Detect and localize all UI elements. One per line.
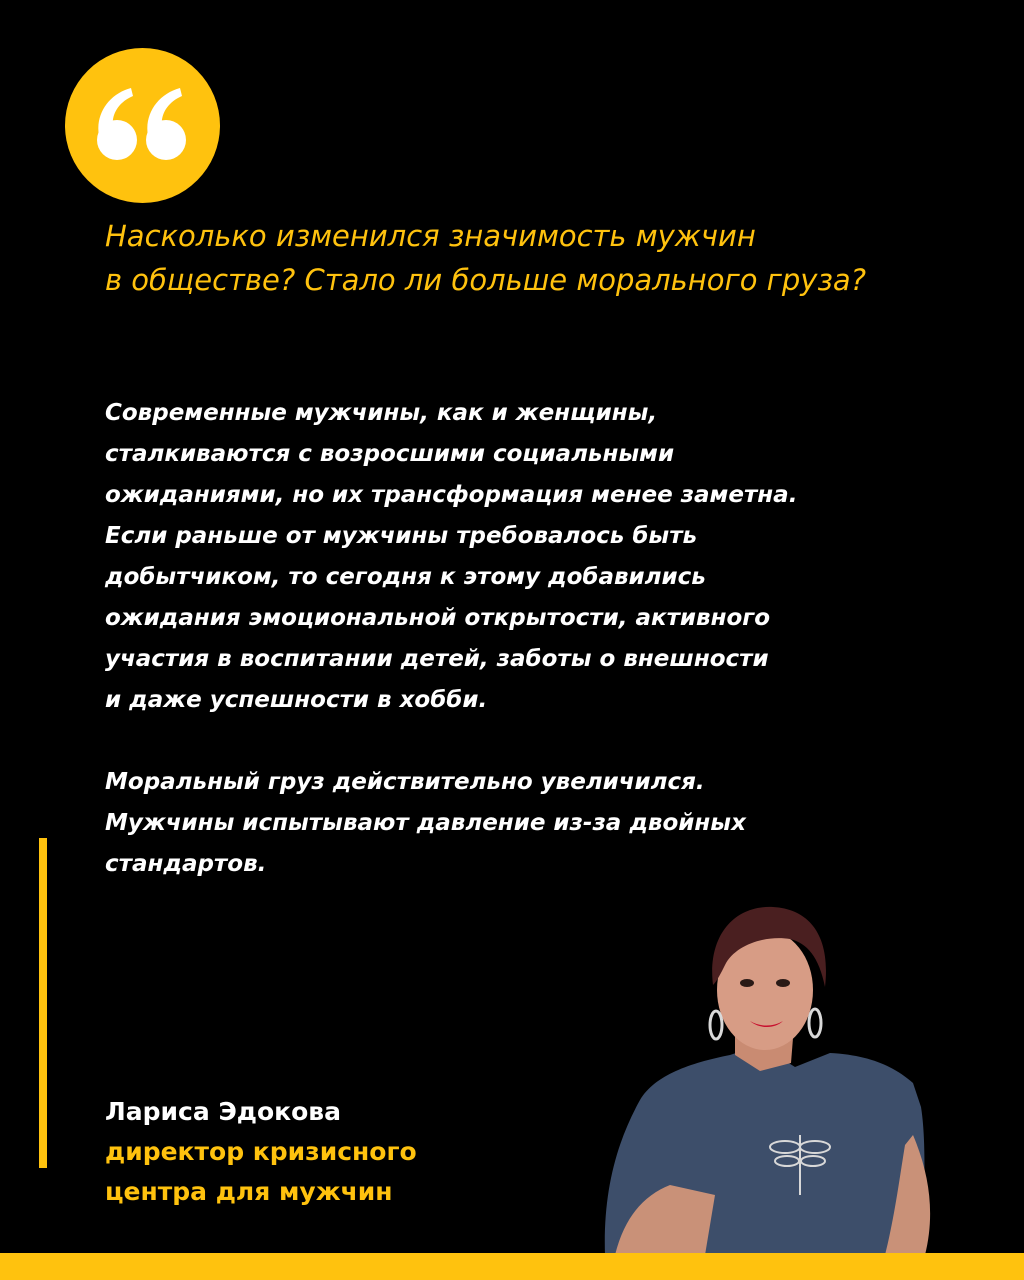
accent-bottom-strip — [0, 1253, 1024, 1280]
author-role-line-2: центра для мужчин — [105, 1177, 393, 1206]
answer-line: стандартов. — [105, 851, 267, 877]
question-line-1: Насколько изменился значимость мужчин — [105, 219, 756, 253]
quote-badge — [65, 48, 220, 203]
answer-line: добытчиком, то сегодня к этому добавились — [105, 564, 706, 590]
answer-line: ожидания эмоциональной открытости, активного — [105, 605, 771, 631]
question-heading — [105, 214, 1005, 302]
answer-line: ожиданиями, но их трансформация менее заметна. — [105, 482, 798, 508]
author-portrait — [595, 895, 1024, 1255]
question-line-2: в обществе? Стало ли больше морального груза? — [105, 263, 867, 297]
answer-line: участия в воспитании детей, заботы о внешности — [105, 646, 769, 672]
answer-line: и даже успешности в хобби. — [105, 687, 488, 713]
answer-line: Моральный груз действительно увеличился. — [105, 769, 705, 795]
answer-line: Современные мужчины, как и женщины, — [105, 400, 658, 426]
quotation-marks-icon — [65, 48, 220, 203]
answer-line: Если раньше от мужчины требовалось быть — [105, 523, 698, 549]
answer-paragraph-2 — [105, 762, 965, 885]
author-block — [105, 1092, 417, 1212]
answer-line: Мужчины испытывают давление из-за двойных — [105, 810, 746, 836]
author-name: Лариса Эдокова — [105, 1097, 341, 1126]
accent-side-bar — [39, 838, 47, 1168]
answer-line: сталкиваются с возросшими социальными — [105, 441, 675, 467]
answer-paragraph-1 — [105, 393, 965, 721]
author-role-line-1: директор кризисного — [105, 1137, 417, 1166]
answer-text — [105, 393, 965, 885]
